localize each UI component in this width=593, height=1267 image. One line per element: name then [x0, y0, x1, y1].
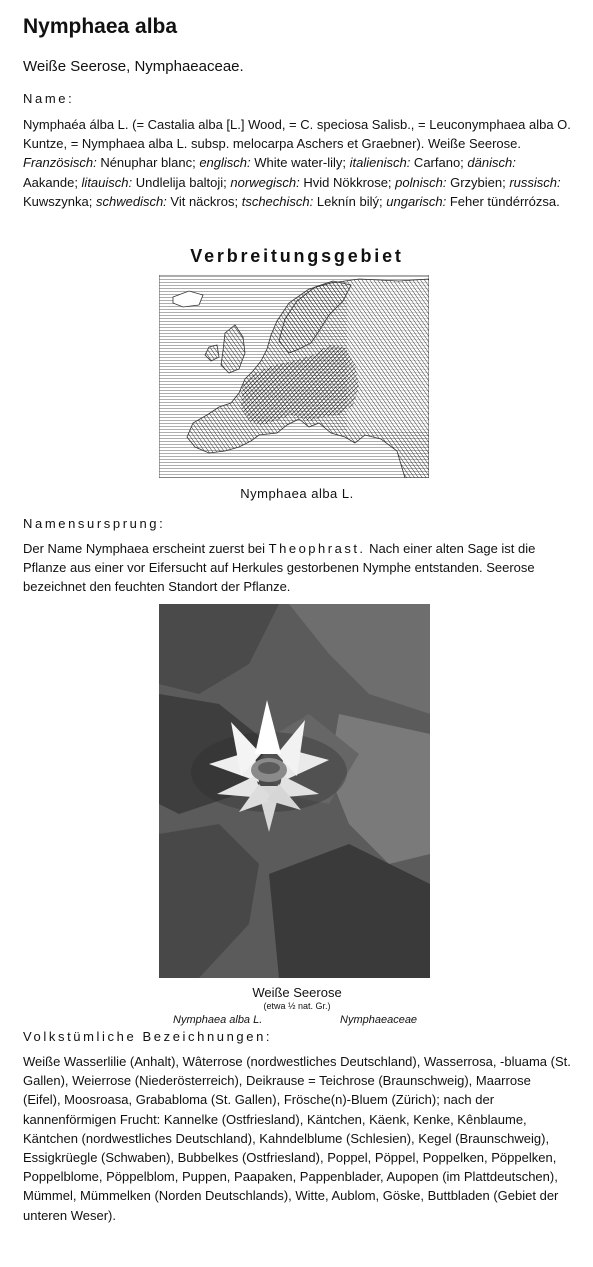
photo-scientific-name: Nymphaea alba L.: [173, 1014, 263, 1026]
page-subtitle: Weiße Seerose, Nymphaeaceae.: [23, 58, 244, 75]
distribution-title: Verbreitungsgebiet: [190, 246, 404, 266]
photo-family: Nymphaeaceae: [340, 1014, 418, 1026]
name-section-heading: Name:: [23, 91, 75, 106]
page-title: Nymphaea alba: [23, 15, 178, 38]
origin-section-text: Der Name Nymphaea erscheint zuerst bei Theophrast. Nach einer alten Sage ist die Pflanze aus einer vor Eifersucht auf Herkules gestorbenen Nymphe entstanden. Seerose bezeichnet den feuchten Standort der Pflanze.: [23, 541, 536, 595]
name-section-text: Nymphaéa álba L. (= Castalia alba [L.] Wood, = C. speciosa Salisb., = Leuconymphaea alba O. Kuntze, = Nymphaea alba L. subsp. melocarpa Aschers et Graebner). Weiße Seerose. Französisch: Nénuphar blanc; englisch: White water-lily; italienisch: Carfano; dänisch: Aakande; litauisch: Undlelija baltoji; norwegisch: Hvid Nökkrose; polnisch: Grzybien; russisch: Kuwszynka; schwedisch: Vit näckros; tschechisch: Leknín bilý; ungarisch: Feher tündérrózsa.: [23, 117, 571, 209]
water-lily-photo: [159, 604, 430, 978]
photo-caption: Weiße Seerose: [252, 985, 342, 1000]
photo-scale-note: (etwa ½ nat. Gr.): [263, 1001, 331, 1011]
folk-names-text: Weiße Wasserlilie (Anhalt), Wâterrose (nordwestliches Deutschland), Wasserrosa, -bluama (St. Gallen), Weierrose (Niederösterreich), Deikrause = Teichrose (Braunschweig), Maarrose (Eifel), Moosroasa, Grababloma (St. Gallen), Frösche(n)-Bluem (Zürich); nach der kannenförmigen Frucht: Kannelke (Ostfriesland), Käntchen, Käenk, Kenke, Kênblaume, Käntchen (nordwestliches Deutschland), Kahndelblume (Schlesien), Kegel (Braunschweig), Essigkrüegle (Schwaben), Bubbelkes (Ostfriesland), Poppel, Pöppel, Poppelken, Pöppelken, Poppelblome, Pöppelblom, Puppen, Paapaken, Pappenblader, Aupopen (im Plattdeutschen), Mümmel, Mümmelken (Norden Deutschlands), Witte, Aublom, Göske, Buttbladen (Gebiet der unteren Weser).: [23, 1054, 571, 1223]
distribution-map: [159, 275, 429, 478]
map-caption: Nymphaea alba L.: [240, 486, 354, 501]
folk-names-heading: Volkstümliche Bezeichnungen:: [23, 1029, 273, 1044]
origin-section-heading: Namensursprung:: [23, 516, 166, 531]
